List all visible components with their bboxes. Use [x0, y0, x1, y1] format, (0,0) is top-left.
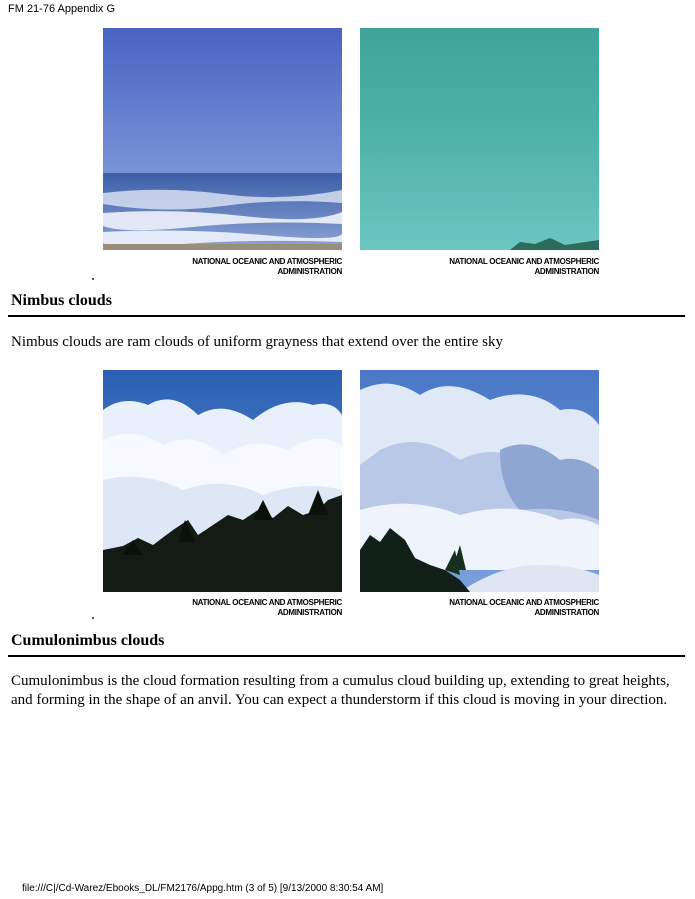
section-heading-nimbus: Nimbus clouds — [11, 292, 112, 309]
page-header: FM 21-76 Appendix G — [8, 3, 116, 15]
heading-rule — [8, 655, 685, 657]
cumulonimbus-description: Cumulonimbus is the cloud formation resulting from a cumulus cloud building up, extending to great heights, and forming in the shape of an anvil. You can expect a thunderstorm if this cloud is moving in your direction. — [11, 673, 670, 708]
section-heading-cumulonimbus: Cumulonimbus clouds — [11, 632, 165, 649]
heading-rule — [8, 315, 685, 317]
photo-credit: NATIONAL OCEANIC AND ATMOSPHERIC ADMINISTRATION — [192, 598, 342, 617]
scan-speck — [92, 617, 94, 619]
scan-speck — [92, 278, 94, 280]
nimbus-description: Nimbus clouds are ram clouds of uniform grayness that extend over the entire sky — [11, 334, 503, 350]
gray-sky-photo — [360, 28, 599, 250]
photo-credit: NATIONAL OCEANIC AND ATMOSPHERIC ADMINISTRATION — [192, 257, 342, 276]
cumulonimbus-tree-line-photo — [103, 370, 342, 592]
photo-credit: NATIONAL OCEANIC AND ATMOSPHERIC ADMINISTRATION — [449, 257, 599, 276]
photo-credit: NATIONAL OCEANIC AND ATMOSPHERIC ADMINISTRATION — [449, 598, 599, 617]
ocean-horizon-photo — [103, 28, 342, 250]
cumulonimbus-storm-photo — [360, 370, 599, 592]
page-footer-path: file:///C|/Cd-Warez/Ebooks_DL/FM2176/Appg.htm (3 of 5) [9/13/2000 8:30:54 AM] — [22, 883, 384, 894]
